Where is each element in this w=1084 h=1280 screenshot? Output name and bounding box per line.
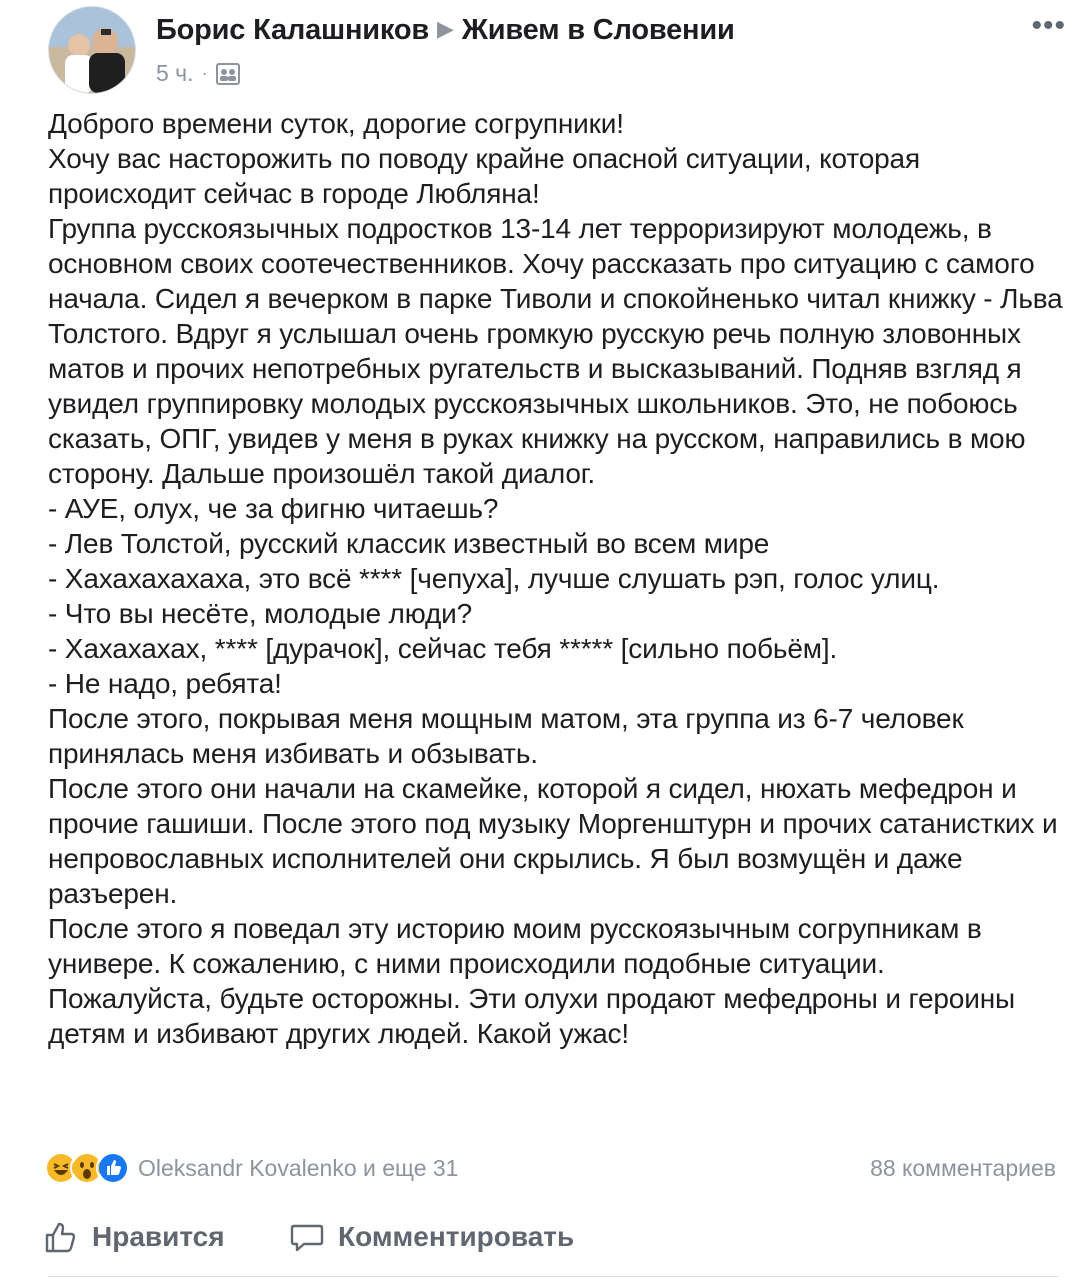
author-name[interactable]: Борис Калашников bbox=[156, 14, 430, 46]
post-time[interactable]: 5 ч. bbox=[156, 60, 194, 86]
comment-button-label: Комментировать bbox=[338, 1221, 575, 1252]
post-meta bbox=[156, 60, 240, 87]
comment-bubble-icon bbox=[290, 1220, 324, 1254]
post-header bbox=[0, 0, 1084, 100]
triangle-right-icon: ▶ bbox=[437, 16, 454, 41]
like-button-label: Нравится bbox=[92, 1221, 225, 1252]
post-actions bbox=[0, 1206, 1084, 1276]
author-avatar[interactable] bbox=[48, 6, 136, 94]
avatar-photo-icon bbox=[49, 7, 135, 93]
reactions-bar bbox=[44, 1148, 1056, 1188]
reactions-summary[interactable] bbox=[44, 1151, 458, 1185]
like-icon bbox=[96, 1151, 130, 1185]
comment-button[interactable] bbox=[290, 1220, 574, 1254]
post-title bbox=[156, 14, 735, 47]
more-options-icon[interactable]: ••• bbox=[1031, 9, 1066, 42]
thumbs-up-icon bbox=[44, 1220, 78, 1254]
bottom-divider bbox=[48, 1276, 1058, 1277]
group-name[interactable]: Живем в Словении bbox=[461, 14, 735, 46]
comments-count[interactable]: 88 комментариев bbox=[870, 1154, 1056, 1181]
reaction-names: Oleksandr Kovalenko и еще 31 bbox=[138, 1154, 459, 1181]
post-body-text: Доброго времени суток, дорогие согрупники! Хочу вас насторожить по поводу крайне опасной ситуации, которая происходит сейчас в городе Любляна! Группа русскоязычных подростков 13-14 лет терроризируют молодежь, в основном своих соотечественников. Хочу рассказать про ситуацию с самого начала. Сидел я вечерком в парке Тиволи и спокойненько читал книжку - Льва Толстого. Вдруг я услышал очень громкую русскую речь полную зловонных матов и прочих непотребных ругательств и высказываний. Подняв взгляд я увидел группировку молодых русскоязычных школьников. Это, не побоюсь сказать, ОПГ, увидев у меня в руках книжку на русском, направились в мою сторону. Дальше произошёл такой диалог. - АУЕ, олух, че за фигню читаешь? - Лев Толстой, русский классик известный во всем мире - Хахахахахаха, это всё **** [чепуха], лучше слушать рэп, голос улиц. - Что вы несёте, молодые люди? - Хахахахах, **** [дурачок], сейчас тебя ***** [сильно побьём]. - Не надо, ребята! После этого, покрывая меня мощным матом, эта группа из 6-7 человек принялась меня избивать и обзывать. После этого они начали на скамейке, которой я сидел, нюхать мефедрон и прочие гашиши. После этого под музыку Моргенштурн и прочих сатанистких и непровославных исполнителей они скрылись. Я был возмущён и даже разъерен. После этого я поведал эту историю моим русскоязычным согрупникам в универе. К сожалению, с ними происходили подобные ситуации. Пожалуйста, будьте осторожны. Эти олухи продают мефедроны и героины детям и избивают других людей. Какой ужас! bbox=[48, 108, 1063, 1049]
group-audience-icon bbox=[216, 63, 240, 85]
meta-separator: · bbox=[201, 63, 208, 83]
like-button[interactable] bbox=[44, 1220, 225, 1254]
